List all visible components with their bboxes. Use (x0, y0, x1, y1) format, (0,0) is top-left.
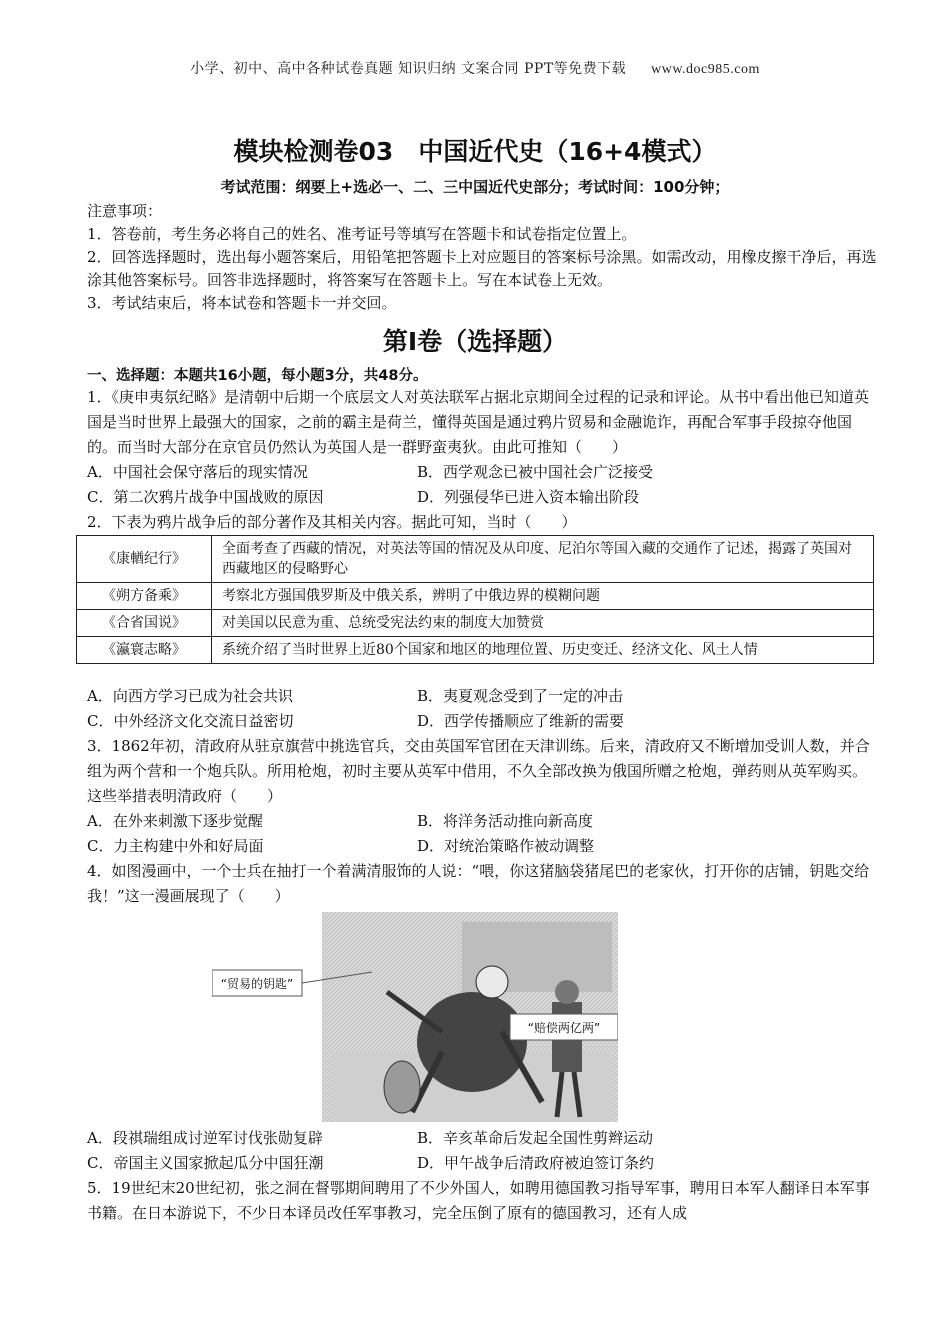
option-b: B．西学观念已被中国社会广泛接受 (417, 463, 654, 481)
question-2-options (87, 684, 877, 909)
option-d: D．甲午战争后清政府被迫签订条约 (417, 1154, 655, 1172)
table-row (77, 583, 874, 610)
question-4-stem: 4．如图漫画中，一个士兵在抽打一个着满清服饰的人说：“喂，你这猪脑袋猪尾巴的老家伙，打开你的店铺，钥匙交给我！”这一漫画展现了（ ） (87, 862, 870, 905)
option-c: C．力主构建中外和好局面 (87, 837, 264, 855)
works-table (76, 535, 874, 664)
book-title: 《瀛寰志略》 (77, 637, 212, 664)
option-c: C．帝国主义国家掀起瓜分中国狂潮 (87, 1154, 324, 1172)
section-title: 第I卷（选择题） (382, 327, 568, 356)
book-title: 《朔方备乘》 (77, 583, 212, 610)
section-heading: 一、选择题：本题共16小题，每小题3分，共48分。 (87, 368, 428, 384)
option-d: D．对统治策略作被动调整 (417, 837, 595, 855)
option-b: B．夷夏观念受到了一定的冲击 (417, 687, 624, 705)
book-content: 考察北方强国俄罗斯及中俄关系，辨明了中俄边界的模糊问题 (212, 583, 874, 610)
option-d: D．列强侵华已进入资本输出阶段 (417, 488, 640, 506)
caption-indemnity: “赔偿两亿两” (527, 1021, 601, 1035)
question-5-stem: 5．19世纪末20世纪初，张之洞在督鄂期间聘用了不少外国人，如聘用德国教习指导军事，聘用日本军人翻译日本军事书籍。在日本游说下，不少日本译员改任军事教习，完全压倒了原有的德国教习，还有人成 (87, 1179, 870, 1222)
table-row (77, 610, 874, 637)
book-content: 全面考查了西藏的情况，对英法等国的情况及从印度、尼泊尔等国入藏的交通作了记述，揭露了英国对西藏地区的侵略野心 (212, 536, 874, 583)
question-3-stem: 3．1862年初，清政府从驻京旗营中挑选官兵，交由英国军官团在天津训练。后来，清政府又不断增加受训人数，并合组为两个营和一个炮兵队。所用枪炮，初时主要从英军中借用，不久全部改换为俄国所赠之枪炮，弹药则从英军购买。这些举措表明清政府（ ） (87, 737, 870, 805)
notes-heading: 注意事项： (87, 202, 163, 220)
note-item: 2．回答选择题时，选出每小题答案后，用铅笔把答题卡上对应题目的答案标号涂黑。如需改动，用橡皮擦干净后，再选涂其他答案标号。回答非选择题时，将答案写在答题卡上。写在本试卷上无效。 (87, 248, 877, 289)
note-item: 1．答卷前，考生务必将自己的姓名、准考证号等填写在答题卡和试卷指定位置上。 (87, 225, 637, 243)
question-stem: 2．下表为鸦片战争后的部分著作及其相关内容。据此可知，当时（ ） (87, 513, 577, 531)
page-header (0, 58, 950, 78)
book-title: 《合省国说》 (77, 610, 212, 637)
exam-subtitle: 考试范围：纲要上+选必一、二、三中国近代史部分；考试时间：100分钟； (220, 178, 730, 196)
question-stem: 1．《庚申夷氛纪略》是清朝中后期一个底层文人对英法联军占据北京期间全过程的记录和评论。从书中看出他已知道英国是当时世界上最强大的国家，之前的霸主是荷兰，懂得英国是通过鸦片贸易和金融诡诈，再配合军事手段掠夺他国的。而当时大部分在京官员仍然认为英国人是一群野蛮夷狄。由此可推知（ ） (87, 388, 870, 456)
header-text: 小学、初中、高中各种试卷真题 知识归纳 文案合同 PPT等免费下载 (190, 61, 627, 77)
option-b: B．辛亥革命后发起全国性剪辫运动 (417, 1129, 654, 1147)
caption-trade-key: “贸易的钥匙” (220, 977, 294, 991)
option-c: C．第二次鸦片战争中国战败的原因 (87, 488, 324, 506)
option-a: A．中国社会保守落后的现实情况 (87, 463, 308, 481)
book-content: 对美国以民意为重、总统受宪法约束的制度大加赞赏 (212, 610, 874, 637)
book-content: 系统介绍了当时世界上近80个国家和地区的地理位置、历史变迁、经济文化、风土人情 (212, 637, 874, 664)
table-row (77, 536, 874, 583)
notes-block (87, 200, 877, 315)
header-url[interactable]: www.doc985.com (651, 62, 760, 77)
options (87, 460, 877, 510)
option-a: A．在外来刺激下逐步觉醒 (87, 812, 263, 830)
options (87, 1126, 877, 1176)
note-item: 3．考试结束后，将本试卷和答题卡一并交回。 (87, 294, 397, 312)
option-d: D．西学传播顺应了维新的需要 (417, 712, 625, 730)
options (87, 809, 877, 859)
options (87, 684, 877, 734)
option-a: A．段祺瑞组成讨逆军讨伐张勋复辟 (87, 1129, 323, 1147)
table-row (77, 637, 874, 664)
option-b: B．将洋务活动推向新高度 (417, 812, 594, 830)
exam-title: 模块检测卷03 中国近代史（16+4模式） (233, 137, 717, 166)
option-c: C．中外经济文化交流日益密切 (87, 712, 294, 730)
cartoon-image (212, 912, 618, 1122)
question-4-options (87, 1126, 877, 1226)
option-a: A．向西方学习已成为社会共识 (87, 687, 293, 705)
question-1 (87, 385, 877, 535)
book-title: 《康輶纪行》 (77, 536, 212, 583)
